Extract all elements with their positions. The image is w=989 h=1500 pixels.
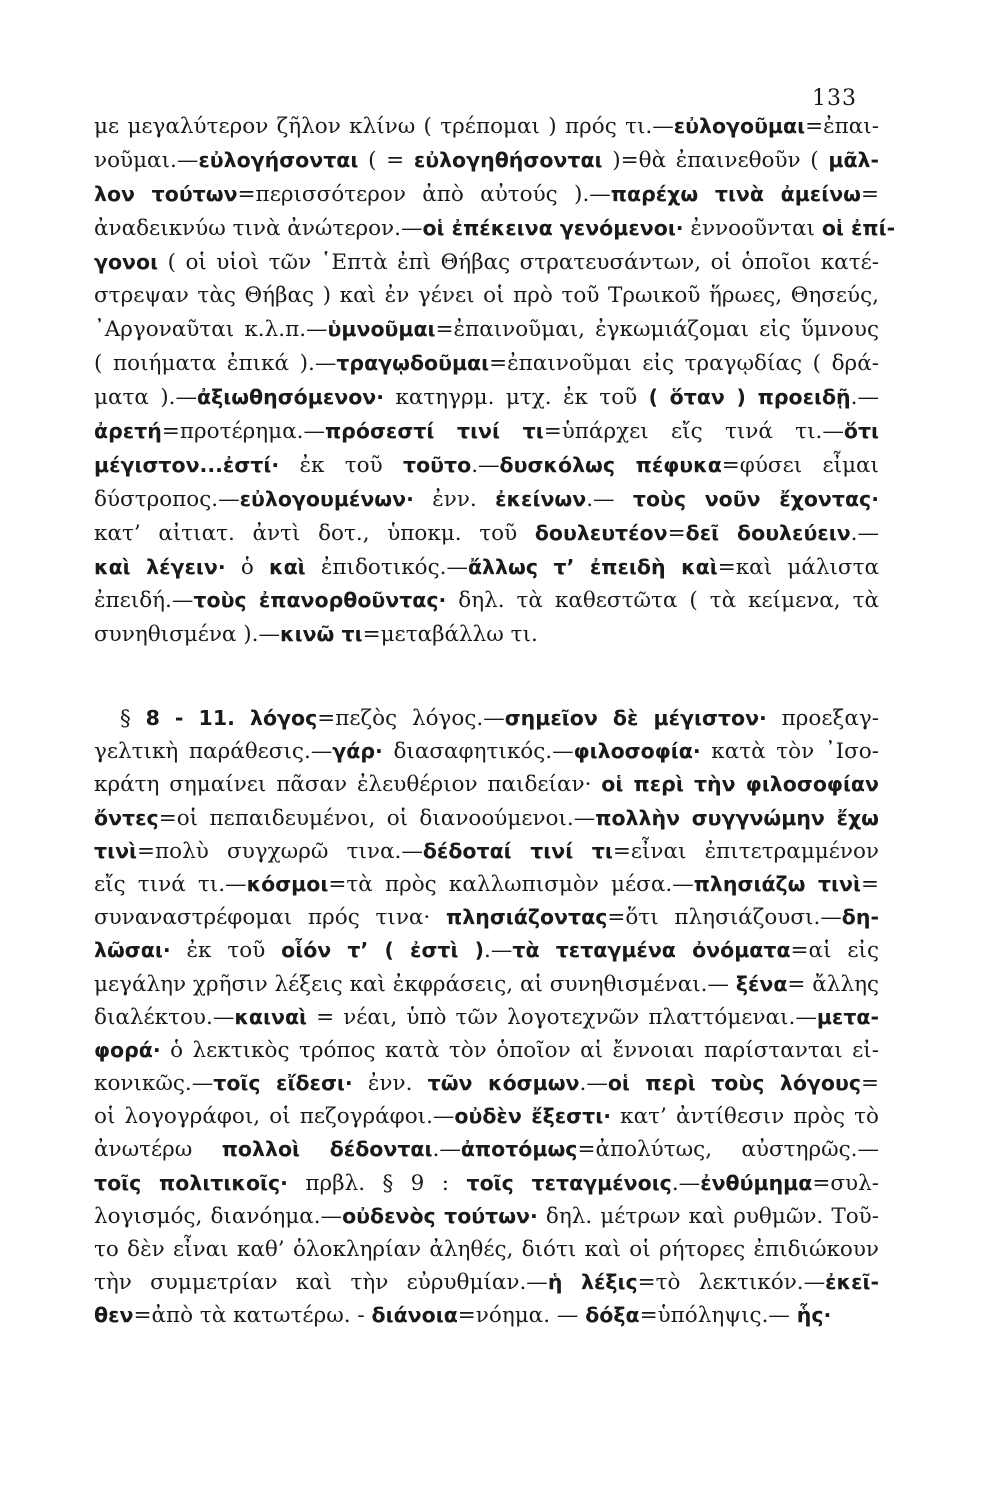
text-run: διασαφητικός.—	[382, 739, 574, 765]
text-run: ἐκ τοῦ	[279, 452, 403, 478]
text-run: ἐπιδοτικός.—	[305, 554, 468, 580]
bold-term: τραγῳδοῦμαι	[336, 351, 490, 376]
text-run: ἐπειδή.—	[94, 588, 194, 614]
text-run: μεγάλην χρῆσιν λέξεις καὶ ἐκφράσεις, αἱ συνηθισμέναι.—	[94, 971, 736, 997]
text-line	[94, 246, 879, 280]
bold-term: τοῖς πολιτικοῖς·	[94, 1170, 288, 1195]
text-run: ἀναδεικνύω τινὰ ἀνώτερον.—	[94, 215, 423, 241]
text-line	[94, 1133, 879, 1166]
text-line	[94, 735, 879, 768]
text-run: =φύσει εἶμαι	[721, 452, 879, 478]
text-run: ( =	[358, 147, 414, 173]
text-line	[94, 1001, 879, 1034]
text-run: δύστροπος.—	[94, 486, 240, 512]
text-run: ( οἱ υἱοὶ τῶν ῾Επτὰ ἐπὶ Θήβας στρατευσάντων, οἱ ὁποῖοι κατέ-	[158, 249, 879, 275]
text-run: =ἐπαινοῦμαι, ἐγκωμιάζομαι εἰς ὕμνους	[435, 317, 879, 343]
bold-term: οὐδενὸς τούτων·	[342, 1203, 538, 1228]
text-run: ὁ	[225, 554, 270, 580]
bold-term: ξένα	[735, 971, 788, 996]
bold-term: ὑμνοῦμαι	[327, 317, 436, 342]
text-run: κονικῶς.—	[94, 1071, 214, 1097]
bold-term: οἱ περὶ τοὺς λόγους	[607, 1071, 861, 1096]
text-run: πρβλ. § 9 :	[287, 1170, 467, 1196]
text-run: διαλέκτου.—	[94, 1004, 235, 1030]
bold-term: εὐλογήσονται	[198, 147, 359, 172]
text-run: το δὲν εἶναι καθ’ ὁλοκληρίαν ἀληθές, διότι καὶ οἱ ρήτορες ἐπιδιώκουν	[94, 1237, 879, 1262]
bold-term: τοῦτο	[403, 452, 472, 477]
text-run: §	[120, 706, 146, 731]
text-run: προεξαγ-	[766, 706, 879, 731]
bold-term: οἱ ἐπί-	[821, 215, 896, 240]
text-run: ἐνν.	[352, 1071, 428, 1097]
bold-term: μᾶλ-	[828, 147, 880, 172]
text-line	[94, 968, 879, 1001]
text-run: κατὰ τὸν ᾿Ισο-	[700, 739, 879, 765]
bold-term: δέδοταί τινί τι	[422, 838, 613, 863]
text-run: = νέαι, ὑπὸ τῶν λογοτεχνῶν πλαττόμεναι.—	[307, 1004, 817, 1030]
bold-term: πολλοὶ δέδονται	[221, 1137, 433, 1162]
bold-term: εὐλογουμένων·	[239, 486, 414, 511]
text-line	[94, 347, 879, 381]
text-line	[94, 768, 879, 801]
text-run: =τὸ λεκτικόν.—	[637, 1270, 826, 1296]
text-run: ἐννοοῦνται	[683, 215, 822, 241]
paragraph-2	[94, 702, 879, 1333]
text-line	[94, 901, 879, 934]
text-run: ἐνν.	[413, 486, 496, 512]
text-line	[94, 1067, 879, 1100]
text-run: δηλ. τὰ καθεστῶτα ( τὰ κείμενα, τὰ	[446, 588, 879, 614]
text-line	[94, 551, 879, 585]
text-run: ματα ).—	[94, 385, 198, 411]
text-run: δηλ. μέτρων καὶ ρυθμῶν. Τοῦ-	[537, 1203, 879, 1229]
text-run: κράτη σημαίνει πᾶσαν ἐλευθέριον παιδείαν·	[94, 772, 602, 798]
text-line	[94, 584, 879, 618]
text-line	[94, 313, 879, 347]
text-run: =	[667, 520, 686, 546]
bold-term: δεῖ δουλεύειν	[685, 520, 851, 545]
page-number: 133	[812, 86, 857, 111]
text-line	[94, 1167, 879, 1200]
bold-term: οἱ ἐπέκεινα γενόμενοι·	[422, 215, 684, 240]
bold-term: ἀρετή	[94, 419, 162, 444]
text-line	[94, 144, 879, 178]
text-run: =ὑπάρχει εἴς τινά τι.—	[543, 419, 844, 445]
text-run: .—	[579, 1071, 608, 1097]
text-run: =τὰ πρὸς καλλωπισμὸν μέσα.—	[328, 871, 694, 897]
text-run: με μεγαλύτερον ζῆλον κλίνω ( τρέπομαι ) πρός τι.—	[94, 114, 674, 139]
text-run: )=θὰ ἐπαινεθοῦν (	[602, 147, 829, 173]
text-line	[94, 178, 879, 212]
bold-term: τὰ τεταγμένα ὀνόματα	[512, 938, 791, 963]
text-line	[94, 1266, 879, 1299]
text-line	[94, 1034, 879, 1067]
bold-term: ( ὅταν ) προειδῇ	[648, 385, 851, 410]
text-run: =προτέρημα.—	[161, 419, 325, 445]
text-run: νοῦμαι.—	[94, 147, 199, 173]
text-run: =ὑπόληψις.—	[639, 1303, 797, 1329]
bold-term: πλησιάζοντας	[446, 905, 608, 930]
text-run: =συλ-	[812, 1170, 879, 1196]
text-run: =πεζὸς λόγος.—	[317, 706, 505, 731]
text-run: .—	[586, 486, 633, 512]
text-run: .—	[850, 520, 879, 546]
bold-term: κόσμοι	[246, 871, 329, 896]
bold-term: μετα-	[816, 1004, 879, 1029]
bold-term: γονοι	[94, 249, 159, 274]
bold-term: τοὺς νοῦν ἔχοντας·	[632, 486, 879, 511]
text-run: =καὶ μάλιστα	[717, 554, 879, 580]
bold-term: ἐκεῖ-	[825, 1270, 879, 1295]
text-line	[94, 702, 879, 735]
bold-term: εὐλογοῦμαι	[673, 114, 806, 138]
text-run: οἱ λογογράφοι, οἱ πεζογράφοι.—	[94, 1104, 455, 1130]
bold-term: ἄλλως τ’ ἐπειδὴ καὶ	[467, 554, 718, 579]
bold-term: καιναὶ	[234, 1004, 308, 1029]
text-run: =αἱ εἰς	[790, 938, 879, 964]
bold-term: δη-	[841, 905, 879, 930]
text-run: =ὅτι πλησιάζουσι.—	[607, 905, 842, 931]
text-run: γελτικὴ παράθεσις.—	[94, 739, 333, 765]
text-run: ( ποιήματα ἐπικά ).—	[94, 351, 337, 377]
bold-term: τινὶ	[94, 838, 138, 863]
bold-term: διάνοια	[371, 1303, 458, 1328]
bold-term: οἱ περὶ τὴν φιλοσοφίαν	[601, 772, 879, 797]
bold-term: τοῖς τεταγμένοις	[466, 1170, 672, 1195]
bold-term: οἷόν τ’ ( ἐστὶ )	[281, 938, 485, 963]
text-line	[94, 1100, 879, 1133]
text-run: =	[860, 181, 879, 207]
bold-term: σημεῖον δὲ μέγιστον·	[504, 706, 767, 730]
text-run: .—	[850, 385, 879, 411]
text-run: =περισσότερον ἀπὸ αὐτούς ).—	[237, 181, 611, 207]
text-run: .—	[432, 1137, 461, 1163]
text-line	[94, 449, 879, 483]
text-line	[94, 1299, 879, 1332]
text-line	[94, 110, 879, 144]
bold-term: ὅτι	[843, 419, 880, 444]
text-run: .—	[471, 452, 500, 478]
bold-term: κινῶ τι	[280, 622, 363, 647]
text-run: κατηγρμ. μτχ. ἐκ τοῦ	[384, 385, 649, 411]
bold-term: φορά·	[94, 1037, 161, 1062]
text-line	[94, 618, 879, 652]
bold-term: δυσκόλως πέφυκα	[499, 452, 722, 477]
bold-term: ἧς·	[796, 1303, 832, 1328]
bold-term: δόξα	[585, 1303, 640, 1328]
text-run: =ἀπὸ τὰ κατωτέρω. -	[133, 1303, 372, 1329]
bold-term: καὶ	[269, 554, 306, 579]
text-run: =εἶναι ἐπιτετραμμένον	[612, 838, 879, 864]
text-run: ἐκ τοῦ	[170, 938, 282, 964]
bold-term: 8 - 11. λόγος	[145, 706, 318, 730]
text-run: .—	[484, 938, 513, 964]
bold-term: λον τούτων	[94, 181, 238, 206]
text-run: συνηθισμένα ).—	[94, 622, 281, 648]
bold-term: πολλὴν συγγνώμην ἔχω	[595, 805, 879, 830]
text-run: = ἄλλης	[787, 971, 879, 997]
text-line	[94, 835, 879, 868]
text-line	[94, 1233, 879, 1266]
text-line	[94, 802, 879, 835]
bold-term: ἐκείνων	[495, 486, 587, 511]
text-line	[94, 868, 879, 901]
bold-term: μέγιστον...ἐστί·	[94, 452, 280, 477]
text-line	[94, 212, 896, 246]
bold-term: καὶ λέγειν·	[94, 554, 226, 579]
bold-term: γάρ·	[332, 739, 383, 764]
text-line	[94, 1200, 879, 1233]
text-run: =πολὺ συγχωρῶ τινα.—	[137, 838, 423, 864]
bold-term: λῶσαι·	[94, 938, 171, 963]
text-line	[94, 381, 879, 415]
paragraph-1	[94, 110, 896, 652]
text-run: κατ’ ἀντίθεσιν πρὸς τὸ	[611, 1104, 879, 1130]
text-line	[94, 934, 879, 967]
text-run: =ἀπολύτως, αὐστηρῶς.—	[577, 1137, 880, 1163]
text-run: =	[860, 871, 879, 897]
text-run: =μεταβάλλω τι.	[362, 622, 538, 648]
text-run: λογισμός, διανόημα.—	[94, 1203, 343, 1229]
bold-term: ἡ λέξις	[547, 1270, 638, 1295]
text-run: =οἱ πεπαιδευμένοι, οἱ διανοούμενοι.—	[158, 805, 596, 831]
bold-term: δουλευτέον	[534, 520, 668, 545]
bold-term: ἀποτόμως	[460, 1137, 578, 1162]
text-run: τὴν συμμετρίαν καὶ τὴν εὐρυθμίαν.—	[94, 1270, 548, 1296]
bold-term: τοῖς εἴδεσι·	[213, 1071, 353, 1096]
text-line	[94, 279, 879, 313]
text-run: =ἐπαι-	[805, 114, 879, 139]
bold-term: ἀξιωθησόμενον·	[197, 385, 385, 410]
text-run: συναναστρέφομαι πρός τινα·	[94, 905, 447, 931]
bold-term: φιλοσοφία·	[573, 739, 701, 764]
bold-term: τοὺς ἐπανορθοῦντας·	[193, 588, 447, 613]
text-run: κατ’ αἰτιατ. ἀντὶ δοτ., ὑποκμ. τοῦ	[94, 520, 535, 546]
text-run: ᾿Αργοναῦται κ.λ.π.—	[94, 317, 328, 343]
bold-term: τῶν κόσμων	[427, 1071, 580, 1096]
text-line	[94, 415, 879, 449]
bold-term: θεν	[94, 1303, 134, 1328]
bold-term: εὐλογηθήσονται	[413, 147, 603, 172]
text-run: =ἐπαινοῦμαι εἰς τραγῳδίας ( δρά-	[489, 351, 879, 377]
text-run: =νόημα. —	[457, 1303, 586, 1329]
bold-term: παρέχω τινὰ ἀμείνω	[610, 181, 861, 206]
text-run: εἴς τινά τι.—	[94, 871, 247, 897]
text-run: =	[860, 1071, 879, 1097]
text-line	[94, 517, 879, 551]
text-run: στρεψαν τὰς Θήβας ) καὶ ἐν γένει οἱ πρὸ τοῦ Τρωικοῦ ἥρωες, Θησεύς,	[94, 283, 879, 309]
bold-term: οὐδὲν ἔξεστι·	[454, 1104, 612, 1129]
bold-term: ὄντες	[94, 805, 159, 830]
bold-term: πλησιάζω τινὶ	[693, 871, 861, 896]
bold-term: ἐνθύμημα	[700, 1170, 813, 1195]
text-run: ὁ λεκτικὸς τρόπος κατὰ τὸν ὁποῖον αἱ ἔννοιαι παρίστανται εἰ-	[160, 1037, 879, 1063]
text-line	[94, 483, 879, 517]
text-run: ἀνωτέρω	[94, 1137, 222, 1163]
bold-term: πρόσεστί τινί τι	[324, 419, 544, 444]
text-run: .—	[671, 1170, 701, 1196]
